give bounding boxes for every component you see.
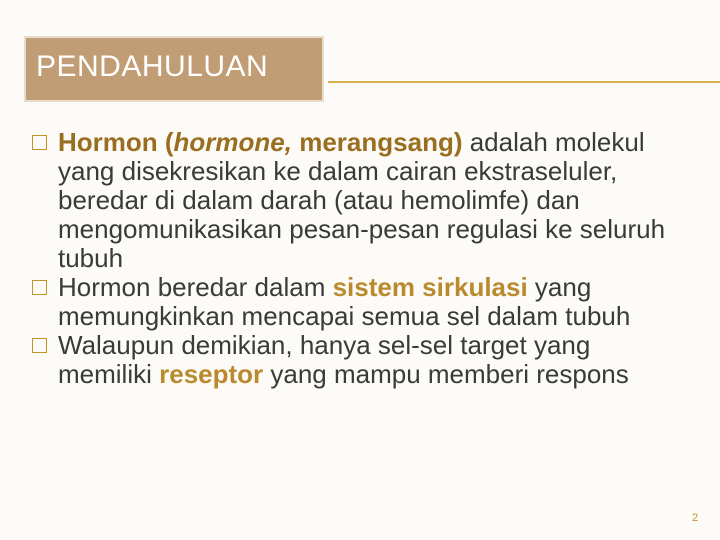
bullet-text: Hormon beredar dalam — [58, 272, 333, 302]
bullet-italic: hormone, — [173, 127, 292, 157]
bullet-highlight: sistem sirkulasi — [332, 272, 528, 302]
slide-title: PENDAHULUAN — [36, 50, 269, 83]
bullet-text: yang mampu memberi respons — [263, 359, 629, 389]
bullet-text: Walaupun demikian, hanya sel-sel target yang memiliki — [58, 330, 591, 389]
checkbox-bullet-icon — [32, 135, 47, 150]
title-rule — [328, 81, 720, 83]
bullet-lead: Hormon (hormone, merangsang) — [58, 127, 463, 157]
bullet-item — [28, 128, 688, 273]
title-box — [24, 36, 324, 102]
bullet-text: yang memungkinkan mencapai semua sel dalam tubuh — [58, 272, 631, 331]
checkbox-bullet-icon — [32, 338, 47, 353]
bullet-item — [28, 273, 688, 331]
checkbox-bullet-icon — [32, 280, 47, 295]
bullet-list — [28, 128, 688, 389]
page-number: 2 — [692, 512, 699, 524]
bullet-item — [28, 331, 688, 389]
bullet-text: adalah molekul yang disekresikan ke dalam cairan ekstraseluler, beredar di dalam darah (atau hemolimfe) dan mengomunikasikan pesan-pesan regulasi ke seluruh tubuh — [58, 127, 666, 273]
bullet-highlight: reseptor — [159, 359, 264, 389]
